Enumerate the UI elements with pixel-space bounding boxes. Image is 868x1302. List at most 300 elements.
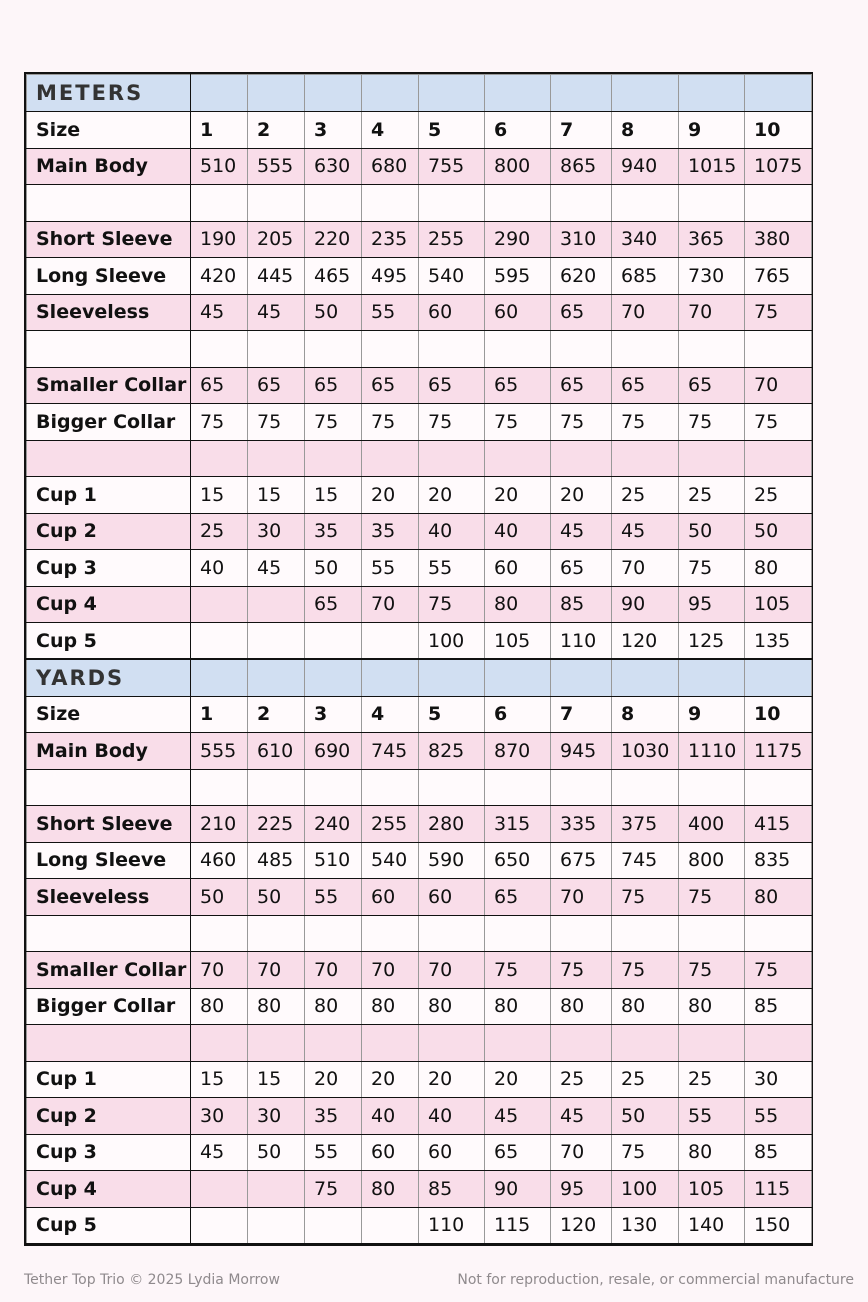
row-label: Bigger Collar — [27, 988, 191, 1025]
value-cell: 865 — [551, 148, 612, 185]
value-cell: 65 — [485, 879, 551, 916]
value-cell: 290 — [485, 221, 551, 258]
row-label: Main Body — [27, 148, 191, 185]
value-cell: 1175 — [745, 733, 812, 770]
value-cell: 50 — [305, 294, 362, 331]
value-cell: 15 — [191, 477, 248, 514]
value-cell: 315 — [485, 806, 551, 843]
value-cell: 800 — [485, 148, 551, 185]
value-cell: 75 — [419, 404, 485, 441]
value-cell — [305, 915, 362, 952]
value-cell: 495 — [362, 258, 419, 295]
value-cell: 65 — [485, 367, 551, 404]
value-cell: 45 — [191, 294, 248, 331]
value-cell: 70 — [745, 367, 812, 404]
header-cell — [679, 75, 745, 112]
value-cell: 65 — [551, 294, 612, 331]
row-label: Short Sleeve — [27, 806, 191, 843]
value-cell: 75 — [679, 952, 745, 989]
value-cell: 55 — [419, 550, 485, 587]
value-cell — [551, 1025, 612, 1062]
row-label: Cup 3 — [27, 550, 191, 587]
value-cell: 60 — [362, 1134, 419, 1171]
value-cell: 685 — [612, 258, 679, 295]
value-cell: 80 — [612, 988, 679, 1025]
value-cell: 60 — [362, 879, 419, 916]
value-cell — [362, 440, 419, 477]
value-cell: 20 — [551, 477, 612, 514]
value-cell — [485, 1025, 551, 1062]
value-cell: 75 — [745, 952, 812, 989]
value-cell: 1075 — [745, 148, 812, 185]
value-cell: 800 — [679, 842, 745, 879]
header-cell — [191, 659, 248, 696]
value-cell — [248, 331, 305, 368]
value-cell — [305, 769, 362, 806]
value-cell — [248, 185, 305, 222]
row-label: Cup 5 — [27, 1207, 191, 1244]
value-cell: 25 — [191, 513, 248, 550]
value-cell: 3 — [305, 696, 362, 733]
value-cell — [248, 1025, 305, 1062]
row-label: Bigger Collar — [27, 404, 191, 441]
header-cell — [362, 659, 419, 696]
header-cell — [485, 659, 551, 696]
table-row — [27, 1207, 812, 1244]
header-cell — [551, 75, 612, 112]
value-cell: 80 — [362, 988, 419, 1025]
value-cell: 70 — [679, 294, 745, 331]
value-cell: 15 — [248, 477, 305, 514]
value-cell — [248, 915, 305, 952]
value-cell: 555 — [191, 733, 248, 770]
value-cell: 75 — [305, 1171, 362, 1208]
value-cell — [745, 915, 812, 952]
value-cell: 15 — [248, 1061, 305, 1098]
value-cell: 50 — [305, 550, 362, 587]
table-row — [27, 879, 812, 916]
table-row — [27, 148, 812, 185]
value-cell: 80 — [248, 988, 305, 1025]
table-row — [27, 806, 812, 843]
row-label: Cup 1 — [27, 1061, 191, 1098]
value-cell: 30 — [191, 1098, 248, 1135]
row-label: Smaller Collar — [27, 367, 191, 404]
value-cell: 80 — [191, 988, 248, 1025]
value-cell — [362, 915, 419, 952]
value-cell: 280 — [419, 806, 485, 843]
value-cell: 9 — [679, 112, 745, 149]
value-cell: 870 — [485, 733, 551, 770]
value-cell: 2 — [248, 696, 305, 733]
value-cell — [305, 1207, 362, 1244]
value-cell — [191, 623, 248, 660]
table-row — [27, 952, 812, 989]
footer-copyright: Tether Top Trio © 2025 Lydia Morrow — [24, 1272, 280, 1288]
value-cell — [419, 915, 485, 952]
value-cell: 50 — [612, 1098, 679, 1135]
value-cell: 75 — [248, 404, 305, 441]
table-row — [27, 112, 812, 149]
value-cell: 1 — [191, 112, 248, 149]
value-cell: 400 — [679, 806, 745, 843]
table-row — [27, 1134, 812, 1171]
value-cell: 55 — [362, 294, 419, 331]
value-cell: 70 — [612, 294, 679, 331]
table-row — [27, 367, 812, 404]
value-cell: 335 — [551, 806, 612, 843]
header-cell — [305, 75, 362, 112]
table-row — [27, 294, 812, 331]
value-cell: 140 — [679, 1207, 745, 1244]
value-cell — [305, 623, 362, 660]
value-cell: 105 — [745, 586, 812, 623]
value-cell: 65 — [679, 367, 745, 404]
value-cell: 65 — [551, 367, 612, 404]
header-cell — [419, 75, 485, 112]
value-cell: 70 — [191, 952, 248, 989]
value-cell: 75 — [612, 879, 679, 916]
value-cell: 105 — [485, 623, 551, 660]
value-cell: 65 — [305, 367, 362, 404]
value-cell: 135 — [745, 623, 812, 660]
value-cell — [612, 331, 679, 368]
value-cell: 730 — [679, 258, 745, 295]
value-cell: 375 — [612, 806, 679, 843]
value-cell: 745 — [362, 733, 419, 770]
value-cell: 75 — [191, 404, 248, 441]
value-cell: 85 — [551, 586, 612, 623]
value-cell — [551, 769, 612, 806]
value-cell — [612, 185, 679, 222]
value-cell: 20 — [485, 477, 551, 514]
value-cell — [419, 185, 485, 222]
value-cell: 220 — [305, 221, 362, 258]
value-cell: 5 — [419, 696, 485, 733]
value-cell: 80 — [362, 1171, 419, 1208]
value-cell: 340 — [612, 221, 679, 258]
header-cell — [485, 75, 551, 112]
value-cell: 80 — [679, 988, 745, 1025]
yardage-table-container — [24, 72, 813, 1246]
value-cell: 45 — [191, 1134, 248, 1171]
table-row — [27, 185, 812, 222]
value-cell: 765 — [745, 258, 812, 295]
value-cell — [419, 1025, 485, 1062]
value-cell: 50 — [191, 879, 248, 916]
row-label: Sleeveless — [27, 879, 191, 916]
value-cell: 65 — [191, 367, 248, 404]
value-cell: 510 — [305, 842, 362, 879]
value-cell — [305, 1025, 362, 1062]
value-cell — [248, 1171, 305, 1208]
value-cell: 420 — [191, 258, 248, 295]
value-cell — [248, 1207, 305, 1244]
row-label — [27, 440, 191, 477]
value-cell — [679, 440, 745, 477]
value-cell — [551, 440, 612, 477]
value-cell: 75 — [485, 404, 551, 441]
value-cell: 190 — [191, 221, 248, 258]
value-cell: 75 — [679, 550, 745, 587]
value-cell: 105 — [679, 1171, 745, 1208]
value-cell: 45 — [248, 294, 305, 331]
value-cell: 620 — [551, 258, 612, 295]
value-cell: 745 — [612, 842, 679, 879]
value-cell — [551, 915, 612, 952]
value-cell — [191, 769, 248, 806]
value-cell: 25 — [551, 1061, 612, 1098]
value-cell: 2 — [248, 112, 305, 149]
value-cell — [679, 1025, 745, 1062]
table-row — [27, 623, 812, 660]
value-cell: 110 — [551, 623, 612, 660]
value-cell: 75 — [485, 952, 551, 989]
value-cell — [191, 331, 248, 368]
value-cell: 90 — [612, 586, 679, 623]
value-cell — [362, 185, 419, 222]
value-cell: 80 — [551, 988, 612, 1025]
value-cell — [679, 331, 745, 368]
value-cell: 70 — [551, 1134, 612, 1171]
value-cell: 45 — [551, 1098, 612, 1135]
row-label: Size — [27, 112, 191, 149]
value-cell: 310 — [551, 221, 612, 258]
value-cell: 85 — [745, 1134, 812, 1171]
footer-disclaimer: Not for reproduction, resale, or commercial manufacture — [457, 1272, 854, 1288]
value-cell: 25 — [612, 477, 679, 514]
value-cell: 755 — [419, 148, 485, 185]
yardage-table — [26, 74, 812, 1244]
value-cell: 100 — [419, 623, 485, 660]
value-cell — [745, 331, 812, 368]
value-cell: 75 — [612, 1134, 679, 1171]
value-cell — [485, 915, 551, 952]
value-cell: 70 — [305, 952, 362, 989]
table-row — [27, 1098, 812, 1135]
value-cell — [485, 769, 551, 806]
value-cell: 20 — [305, 1061, 362, 1098]
row-label: Short Sleeve — [27, 221, 191, 258]
value-cell: 540 — [362, 842, 419, 879]
value-cell: 75 — [679, 404, 745, 441]
value-cell: 825 — [419, 733, 485, 770]
value-cell: 50 — [248, 1134, 305, 1171]
value-cell: 540 — [419, 258, 485, 295]
table-row — [27, 769, 812, 806]
table-row — [27, 221, 812, 258]
value-cell — [679, 185, 745, 222]
header-cell — [745, 659, 812, 696]
row-label — [27, 185, 191, 222]
value-cell — [191, 1025, 248, 1062]
value-cell: 6 — [485, 696, 551, 733]
header-cell — [362, 75, 419, 112]
table-row — [27, 477, 812, 514]
row-label: Cup 3 — [27, 1134, 191, 1171]
row-label — [27, 769, 191, 806]
value-cell: 20 — [362, 1061, 419, 1098]
row-label: Cup 2 — [27, 513, 191, 550]
value-cell — [248, 623, 305, 660]
header-cell — [551, 659, 612, 696]
value-cell: 20 — [485, 1061, 551, 1098]
row-label: Main Body — [27, 733, 191, 770]
value-cell — [612, 440, 679, 477]
value-cell — [612, 915, 679, 952]
value-cell: 30 — [745, 1061, 812, 1098]
value-cell: 205 — [248, 221, 305, 258]
value-cell: 65 — [305, 586, 362, 623]
value-cell: 40 — [362, 1098, 419, 1135]
value-cell — [305, 440, 362, 477]
value-cell: 150 — [745, 1207, 812, 1244]
value-cell — [551, 185, 612, 222]
value-cell: 945 — [551, 733, 612, 770]
row-label: Cup 4 — [27, 586, 191, 623]
value-cell: 55 — [679, 1098, 745, 1135]
value-cell: 445 — [248, 258, 305, 295]
value-cell: 40 — [485, 513, 551, 550]
value-cell: 45 — [248, 550, 305, 587]
header-cell — [248, 659, 305, 696]
value-cell: 75 — [612, 404, 679, 441]
value-cell: 55 — [745, 1098, 812, 1135]
value-cell — [191, 1207, 248, 1244]
value-cell: 835 — [745, 842, 812, 879]
table-row — [27, 586, 812, 623]
value-cell: 95 — [551, 1171, 612, 1208]
section-title: YARDS — [27, 659, 191, 696]
value-cell: 75 — [679, 879, 745, 916]
value-cell: 65 — [419, 367, 485, 404]
value-cell — [419, 440, 485, 477]
value-cell: 1030 — [612, 733, 679, 770]
value-cell: 680 — [362, 148, 419, 185]
value-cell: 125 — [679, 623, 745, 660]
row-label — [27, 915, 191, 952]
value-cell: 650 — [485, 842, 551, 879]
value-cell: 50 — [745, 513, 812, 550]
row-label: Cup 4 — [27, 1171, 191, 1208]
header-cell — [745, 75, 812, 112]
value-cell: 80 — [485, 586, 551, 623]
header-cell — [248, 75, 305, 112]
value-cell — [305, 331, 362, 368]
value-cell: 75 — [612, 952, 679, 989]
value-cell — [191, 185, 248, 222]
value-cell: 595 — [485, 258, 551, 295]
value-cell: 8 — [612, 112, 679, 149]
value-cell: 65 — [612, 367, 679, 404]
value-cell: 70 — [419, 952, 485, 989]
value-cell: 70 — [248, 952, 305, 989]
value-cell: 20 — [362, 477, 419, 514]
value-cell: 210 — [191, 806, 248, 843]
table-row — [27, 1061, 812, 1098]
value-cell: 5 — [419, 112, 485, 149]
value-cell — [485, 331, 551, 368]
value-cell — [612, 1025, 679, 1062]
row-label: Cup 2 — [27, 1098, 191, 1135]
value-cell: 30 — [248, 513, 305, 550]
header-cell — [612, 75, 679, 112]
row-label: Long Sleeve — [27, 258, 191, 295]
value-cell — [551, 331, 612, 368]
value-cell: 35 — [305, 1098, 362, 1135]
table-row — [27, 404, 812, 441]
value-cell: 365 — [679, 221, 745, 258]
value-cell: 65 — [551, 550, 612, 587]
value-cell: 10 — [745, 696, 812, 733]
row-label: Long Sleeve — [27, 842, 191, 879]
value-cell: 55 — [305, 1134, 362, 1171]
value-cell: 110 — [419, 1207, 485, 1244]
value-cell: 90 — [485, 1171, 551, 1208]
value-cell: 65 — [248, 367, 305, 404]
value-cell: 30 — [248, 1098, 305, 1135]
table-row — [27, 988, 812, 1025]
value-cell — [362, 1025, 419, 1062]
value-cell: 75 — [362, 404, 419, 441]
value-cell — [745, 185, 812, 222]
table-row — [27, 696, 812, 733]
value-cell: 610 — [248, 733, 305, 770]
value-cell: 590 — [419, 842, 485, 879]
value-cell — [419, 769, 485, 806]
value-cell: 255 — [419, 221, 485, 258]
table-row — [27, 1171, 812, 1208]
value-cell: 4 — [362, 112, 419, 149]
value-cell — [745, 769, 812, 806]
table-row — [27, 331, 812, 368]
value-cell: 35 — [362, 513, 419, 550]
value-cell — [612, 769, 679, 806]
table-row — [27, 440, 812, 477]
table-body — [27, 75, 812, 1244]
row-label — [27, 331, 191, 368]
value-cell: 235 — [362, 221, 419, 258]
value-cell: 55 — [305, 879, 362, 916]
value-cell: 75 — [305, 404, 362, 441]
header-cell — [679, 659, 745, 696]
value-cell — [248, 440, 305, 477]
section-header-row — [27, 659, 812, 696]
header-cell — [305, 659, 362, 696]
value-cell — [485, 185, 551, 222]
value-cell: 675 — [551, 842, 612, 879]
value-cell: 75 — [745, 404, 812, 441]
value-cell: 380 — [745, 221, 812, 258]
value-cell: 940 — [612, 148, 679, 185]
value-cell: 85 — [745, 988, 812, 1025]
value-cell: 80 — [679, 1134, 745, 1171]
value-cell — [745, 440, 812, 477]
value-cell — [191, 1171, 248, 1208]
value-cell: 465 — [305, 258, 362, 295]
table-row — [27, 550, 812, 587]
value-cell: 65 — [485, 1134, 551, 1171]
value-cell: 225 — [248, 806, 305, 843]
table-row — [27, 258, 812, 295]
row-label: Size — [27, 696, 191, 733]
value-cell: 6 — [485, 112, 551, 149]
value-cell: 100 — [612, 1171, 679, 1208]
value-cell: 8 — [612, 696, 679, 733]
section-header-row — [27, 75, 812, 112]
value-cell: 555 — [248, 148, 305, 185]
value-cell: 45 — [612, 513, 679, 550]
